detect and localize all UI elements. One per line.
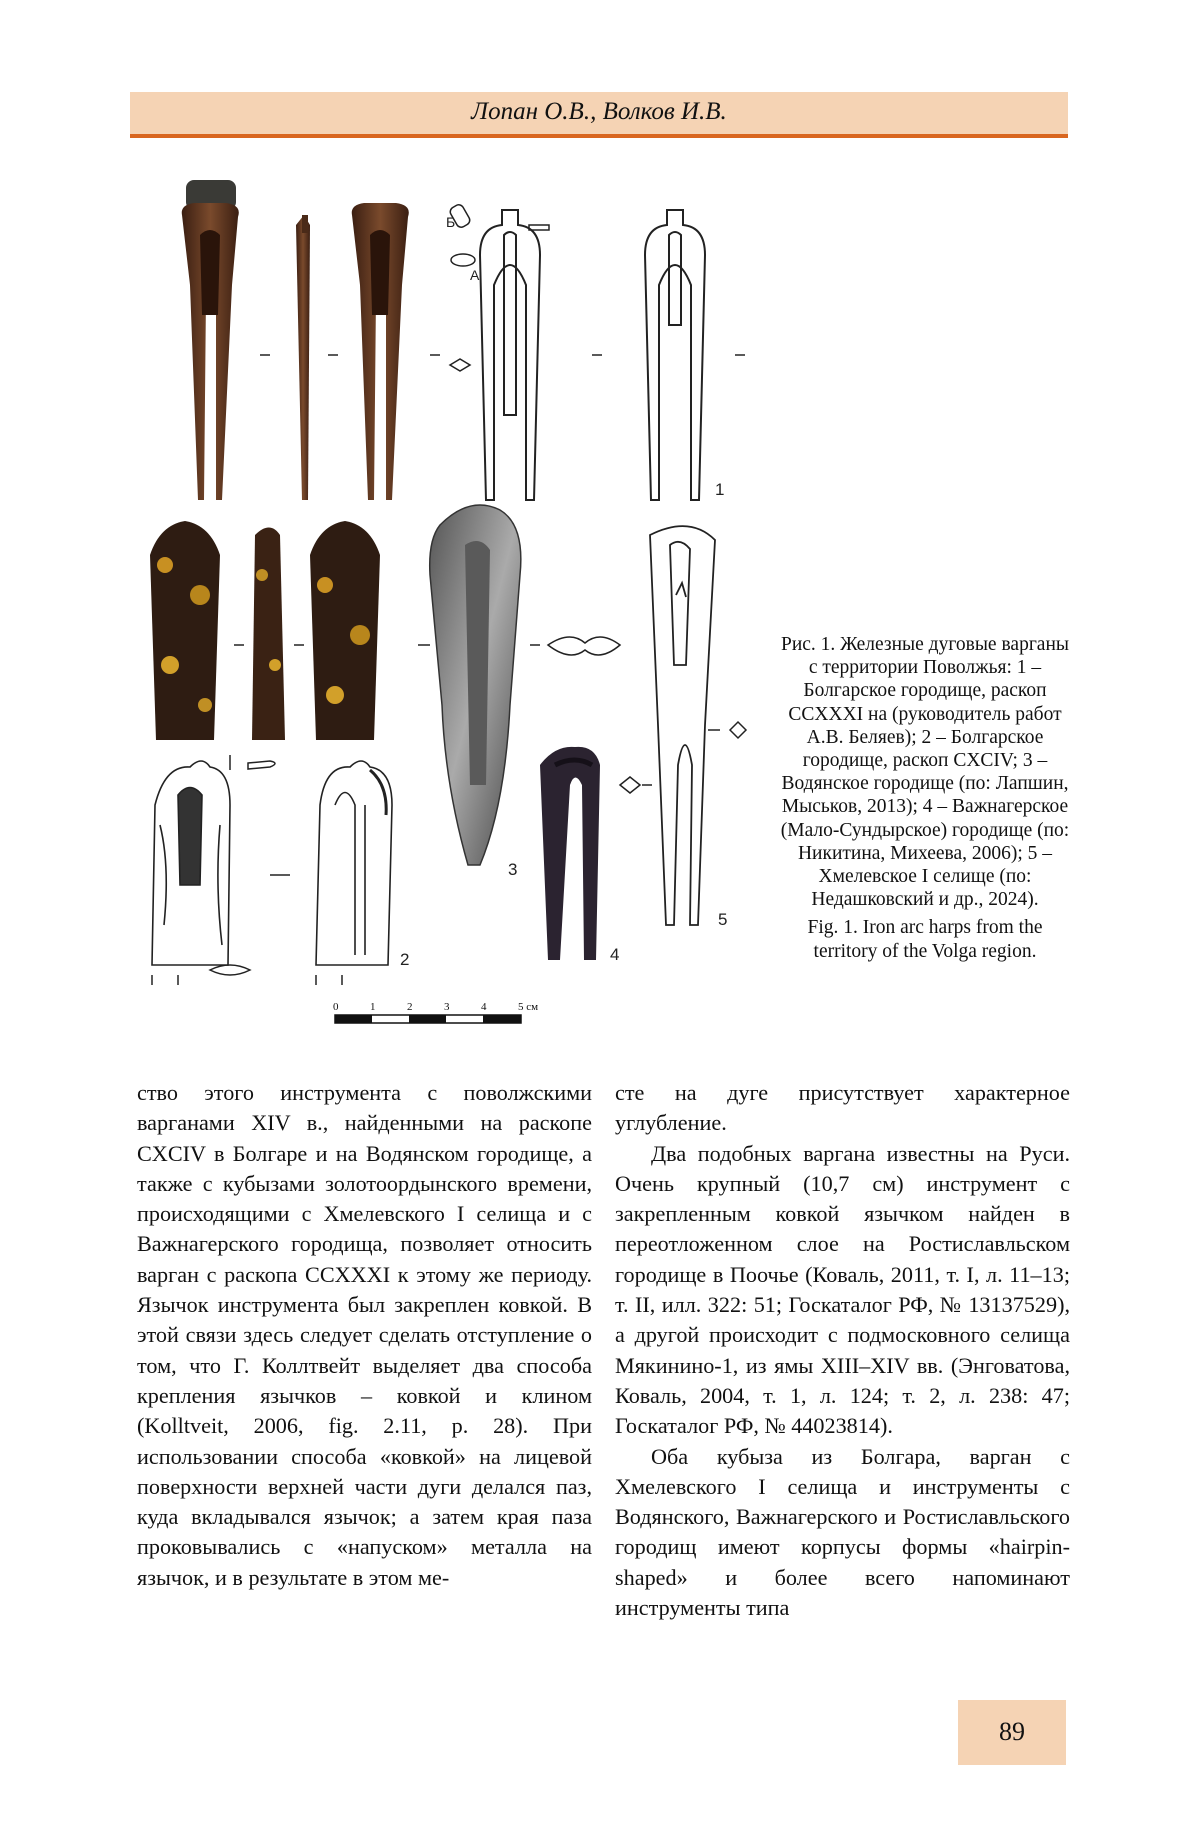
harp-3-photo [430,505,521,865]
harp-1-drawing-front [480,210,540,500]
scale-bar [333,1001,538,1023]
harp-2-photo-back [310,521,380,740]
right-column-paragraph-3: Оба кубыза из Болгара, варган с Хмелевского I селища и инструменты с Водянского, Важнагерского и Ростиславльского городищ имеют корпусы формы «hairpin-shaped» и более всего напоминают инструменты типа [615,1442,1070,1624]
page-number-box [958,1700,1066,1765]
harp-5-sections [620,722,746,793]
figure-label-3: 3 [508,860,517,879]
harp-2-drawing-front [152,761,230,965]
harp-1-section-a [448,203,549,371]
harp-1-photo-back [352,203,409,500]
page-number: 89 [958,1717,1066,1747]
label-a: А [470,267,480,283]
right-column [615,1078,1070,1623]
running-header [130,92,1068,138]
right-column-paragraph-2: Два подобных варгана известны на Руси. Очень крупный (10,7 см) инструмент с закрепленным ковкой язычком найден в переотложенном слое на Ростиславльском городище в Поочье (Коваль, 2011, т. I, л. 11–13; т. II, илл. 322: 51; Госкаталог РФ, № 13137529), а другой происходит с подмосковного селища Мякинино-1, из ямы XIII–XIV вв. (Энговатова, Коваль, 2004, т. 1, л. 124; т. 2, л. 238: 47; Госкаталог РФ, № 44023814). [615,1139,1070,1442]
harp-2-drawing-back [316,761,392,965]
figure-label-2: 2 [400,950,409,969]
harp-2-photo-side [252,528,285,741]
scale-tick-1: 1 [370,1001,376,1013]
label-b: Б [446,214,455,230]
left-column [137,1078,592,1593]
scale-tick-0: 0 [333,1001,339,1013]
harp-1-photo-side [296,215,310,500]
figure-label-1: 1 [715,480,724,499]
header-authors: Лопан О.В., Волков И.В. [130,98,1068,126]
harp-4-photo [540,747,600,960]
caption-russian: Рис. 1. Железные дуговые варганы с территории Поволжья: 1 – Болгарское городище, раскоп CCXXXI на (руководитель работ А.В. Беляев); 2 – Болгарское городище, раскоп CXCIV; 3 – Водянское городище (по: Лапшин, Мыськов, 2013); 4 – Важнагерское (Мало-Сундырское) городище (по: Никитина, Михеева, 2006); 5 – Хмелевское I селище (по: Недашковский и др., 2024). [780,633,1070,911]
right-column-paragraph-1: сте на дуге присутствует характерное углубление. [615,1078,1070,1139]
harp-1-photo-front [182,203,239,500]
caption-english: Fig. 1. Iron arc harps from the territory of the Volga region. [780,916,1070,962]
harp-5-drawing [650,526,715,925]
figure-label-4: 4 [610,945,619,964]
left-column-text: ство этого инструмента с поволжскими варганами XIV в., найденными на раскопе CXCIV в Болгаре и на Водянском городище, а также с кубызами золотоордынского времени, происходящими с Хмелевского I селища и с Важнагерского городища, позволяет относить варган с раскопа CCXXXI к этому же периоду. Язычок инструмента был закреплен ковкой. В этой связи здесь следует сделать отступление о том, что Г. Коллтвейт выделяет два способа крепления язычков – ковкой и клином (Kolltveit, 2006, fig. 2.11, p. 28). При использовании способа «ковкой» на лицевой поверхности верхней части дуги делался паз, куда вкладывался язычок; а затем края паза проковывались с «напуском» металла на язычок, и в результате в этом ме- [137,1078,592,1593]
scale-tick-4: 4 [481,1001,487,1013]
harp-1-drawing-back [645,210,705,500]
figure-label-5: 5 [718,910,727,929]
harp-2-photo-front [150,521,220,740]
figure-caption [780,633,1070,963]
scale-tick-5: 5 см [518,1001,538,1013]
scale-tick-2: 2 [407,1001,413,1013]
scale-tick-3: 3 [444,1001,450,1013]
